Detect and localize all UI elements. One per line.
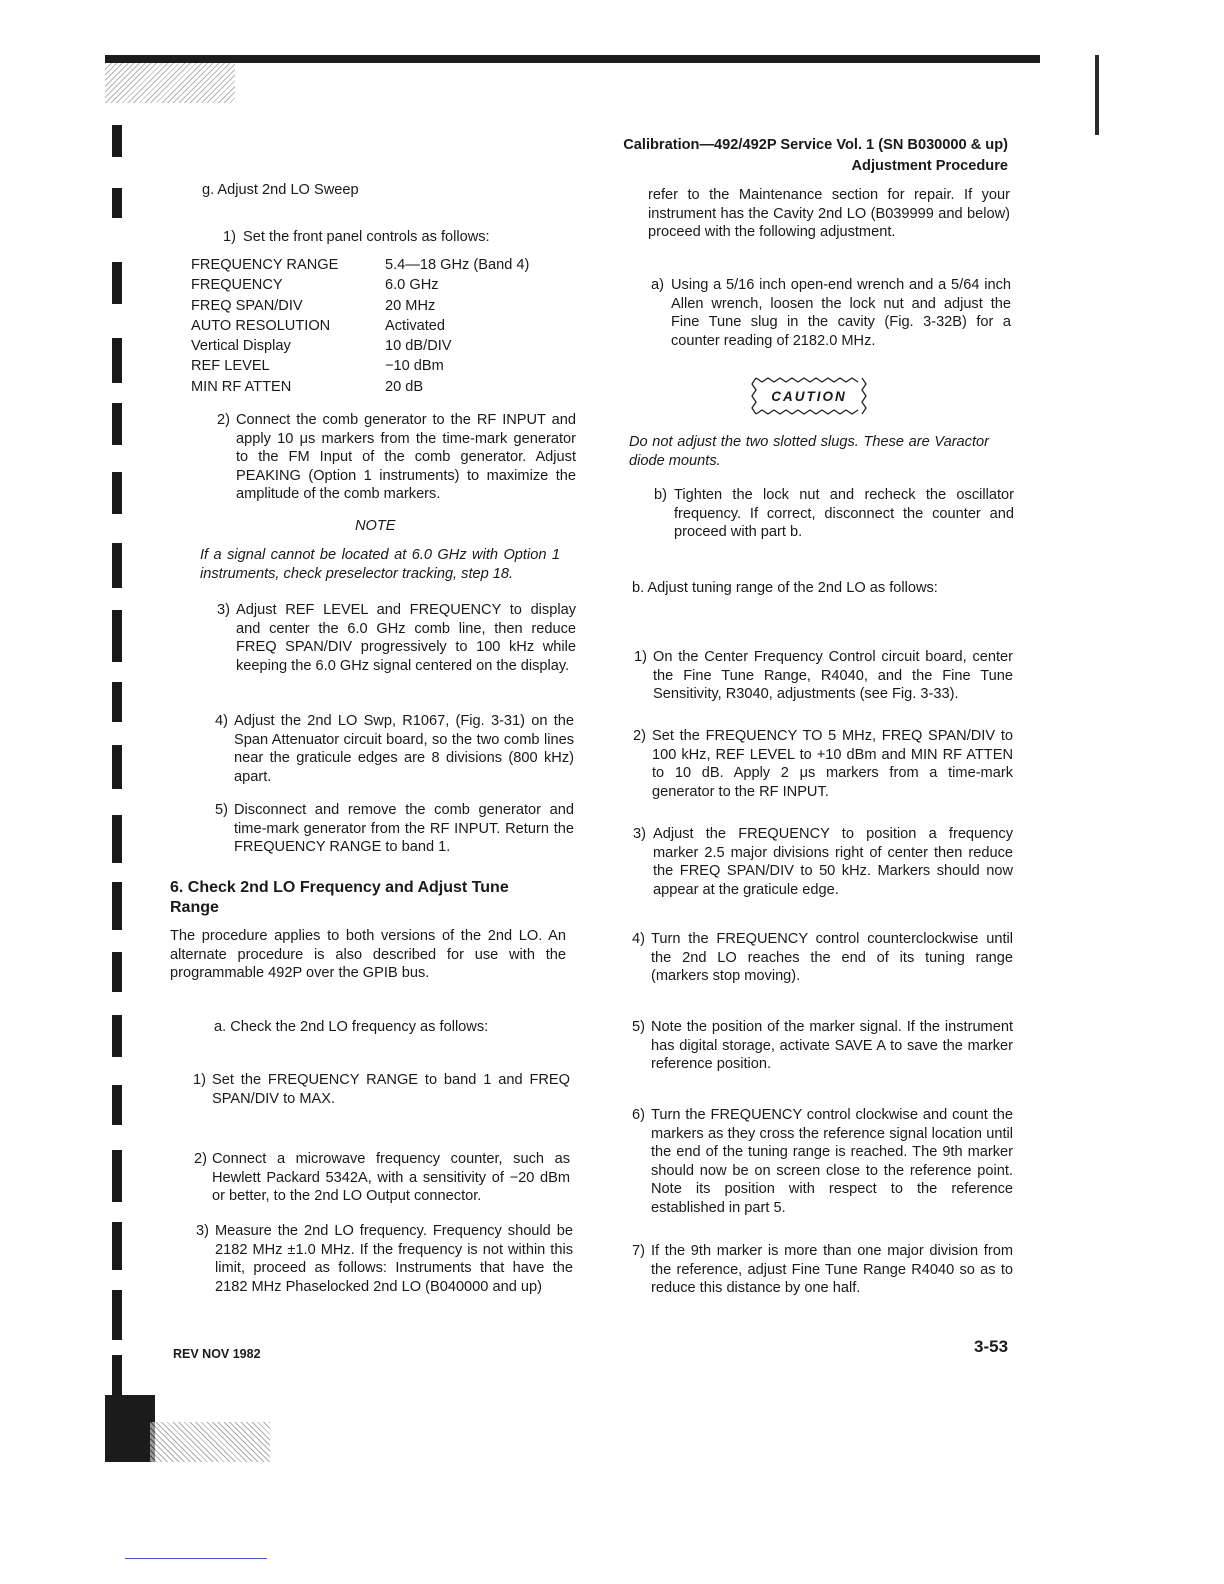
setting-value: 20 MHz	[385, 297, 436, 314]
section-heading: 6. Check 2nd LO Frequency and Adjust Tune Range	[170, 879, 509, 916]
setting-value: 20 dB	[385, 378, 424, 395]
step-b7-text: If the 9th marker is more than one major division from the reference, adjust Fine Tune Range R4040 so as to reduce this distance by one half.	[651, 1243, 1013, 1296]
revision-date: REV NOV 1982	[173, 1347, 261, 1361]
scan-blue-line	[125, 1558, 267, 1559]
binder-mark	[112, 338, 122, 383]
step-ra-text: Using a 5/16 inch open-end wrench and a 5/64 inch Allen wrench, loosen the lock nut and adjust the Fine Tune slug in the cavity (Fig. 3-32B) for a counter reading of 2182.0 MHz.	[671, 277, 1011, 349]
binder-mark	[112, 815, 122, 863]
caution-box	[750, 372, 868, 420]
settings-row	[191, 276, 529, 296]
step-b6-number: 6)	[632, 1107, 645, 1123]
step-g5-number: 5)	[215, 802, 228, 818]
step-g4-number: 4)	[215, 713, 228, 729]
binder-mark	[112, 882, 122, 930]
setting-label: REF LEVEL	[191, 358, 270, 375]
step-g1-number: 1)	[223, 229, 236, 245]
setting-value: 6.0 GHz	[385, 277, 439, 294]
step-a3-number: 3)	[196, 1223, 209, 1239]
step-b2-text: Set the FREQUENCY TO 5 MHz, FREQ SPAN/DIV to 100 kHz, REF LEVEL to +10 dBm and MIN RF ATTEN to 10 dB. Apply 2 μs markers from a time-mark generator to the RF INPUT.	[652, 728, 1013, 800]
step-b4-text: Turn the FREQUENCY control counterclockwise until the 2nd LO reaches the end of its tuning range (markers stop moving).	[651, 931, 1013, 984]
step-rb-number: b)	[654, 487, 667, 503]
binder-mark	[112, 610, 122, 662]
note-text: If a signal cannot be located at 6.0 GHz with Option 1 instruments, check preselector tracking, step 18.	[200, 547, 560, 582]
settings-row	[191, 357, 529, 377]
scan-right-edge	[1095, 55, 1099, 135]
step-g-title: g. Adjust 2nd LO Sweep	[202, 182, 359, 198]
binder-mark	[112, 1085, 122, 1125]
binder-mark	[112, 1222, 122, 1270]
step-g2-text: Connect the comb generator to the RF INPUT and apply 10 μs markers from the time-mark generator to the FM Input of the comb generator. Adjust PEAKING (Option 1 instruments) to maximize the amplitude of the comb markers.	[236, 412, 576, 502]
step-g3-text: Adjust REF LEVEL and FREQUENCY to display and center the 6.0 GHz comb line, then reduce FREQ SPAN/DIV progressively to 100 kHz while keeping the 6.0 GHz signal centered on the display.	[236, 602, 576, 674]
step-b5-number: 5)	[632, 1019, 645, 1035]
setting-label: FREQUENCY	[191, 277, 283, 294]
step-g1-text: Set the front panel controls as follows:	[243, 229, 490, 245]
page-number: 3-53	[974, 1337, 1009, 1356]
step-ra-number: a)	[651, 277, 664, 293]
section-intro: The procedure applies to both versions of the 2nd LO. An alternate procedure is also described for use with the programmable 492P over the GPIB bus.	[170, 928, 566, 981]
binder-mark	[112, 1015, 122, 1057]
scan-noise-top	[105, 63, 235, 103]
binder-mark	[112, 1355, 122, 1395]
setting-value: Activated	[385, 317, 446, 334]
step-b7-number: 7)	[632, 1243, 645, 1259]
step-b3-text: Adjust the FREQUENCY to position a frequency marker 2.5 major divisions right of center then reduce the FREQ SPAN/DIV to 50 kHz. Markers should now appear at the graticule edge.	[653, 826, 1013, 898]
binder-mark	[112, 403, 122, 445]
front-panel-settings-table	[191, 256, 529, 398]
step-b6-text: Turn the FREQUENCY control clockwise and count the markers as they cross the reference signal location until the end of the tuning range is reached. The 9th marker should now be on screen close to the reference point. Note its position with respect to the reference established in part 5.	[651, 1107, 1013, 1216]
scan-top-border	[105, 55, 1040, 63]
settings-row	[191, 378, 529, 398]
caution-text: Do not adjust the two slotted slugs. These are Varactor diode mounts.	[629, 434, 989, 469]
binder-mark	[112, 262, 122, 304]
setting-label: AUTO RESOLUTION	[191, 317, 331, 334]
scan-bottom-block	[105, 1395, 155, 1462]
step-a2-number: 2)	[194, 1151, 207, 1167]
step-g3-number: 3)	[217, 602, 230, 618]
step-b4-number: 4)	[632, 931, 645, 947]
step-b-title: b. Adjust tuning range of the 2nd LO as follows:	[632, 580, 938, 596]
binder-mark	[112, 682, 122, 722]
setting-label: FREQ SPAN/DIV	[191, 297, 303, 314]
step-a-title: a. Check the 2nd LO frequency as follows:	[214, 1019, 489, 1035]
step-a3-text: Measure the 2nd LO frequency. Frequency should be 2182 MHz ±1.0 MHz. If the frequency is not within this limit, proceed as follows: Instruments that have the 2182 MHz Phaselocked 2nd LO (B040000 and up)	[215, 1223, 573, 1295]
settings-row	[191, 256, 529, 276]
step-b1-text: On the Center Frequency Control circuit board, center the Fine Tune Range, R4040, and the Fine Tune Sensitivity, R3040, adjustments (see Fig. 3-33).	[653, 649, 1013, 702]
binder-mark	[112, 543, 122, 588]
binder-mark	[112, 125, 122, 157]
caution-label: CAUTION	[771, 389, 847, 404]
settings-row	[191, 317, 529, 337]
setting-value: 5.4—18 GHz (Band 4)	[385, 257, 530, 273]
setting-value: −10 dBm	[385, 358, 444, 375]
binder-mark	[112, 1290, 122, 1340]
step-a1-number: 1)	[193, 1072, 206, 1088]
step-rb-text: Tighten the lock nut and recheck the oscillator frequency. If correct, disconnect the counter and proceed with part b.	[674, 487, 1014, 540]
step-b5-text: Note the position of the marker signal. If the instrument has digital storage, activate SAVE A to save the marker reference position.	[651, 1019, 1013, 1072]
binder-mark	[112, 745, 122, 789]
scan-noise-bottom	[150, 1422, 270, 1462]
binder-mark	[112, 952, 122, 992]
continued-text: refer to the Maintenance section for repair. If your instrument has the Cavity 2nd LO (B039999 and below) proceed with the following adjustment.	[648, 187, 1010, 240]
step-g2-number: 2)	[217, 412, 230, 428]
setting-value: 10 dB/DIV	[385, 338, 452, 355]
setting-label: MIN RF ATTEN	[191, 378, 292, 395]
header-line-1: Calibration—492/492P Service Vol. 1 (SN B030000 & up)	[623, 137, 1008, 153]
settings-row	[191, 337, 529, 357]
step-b1-number: 1)	[634, 649, 647, 665]
note-title: NOTE	[355, 518, 396, 534]
step-b3-number: 3)	[633, 826, 646, 842]
step-a2-text: Connect a microwave frequency counter, such as Hewlett Packard 5342A, with a sensitivity of −20 dBm or better, to the 2nd LO Output connector.	[212, 1151, 570, 1204]
step-a1-text: Set the FREQUENCY RANGE to band 1 and FREQ SPAN/DIV to MAX.	[212, 1072, 570, 1107]
binder-mark	[112, 1150, 122, 1202]
binder-mark	[112, 188, 122, 218]
running-header	[600, 135, 1008, 177]
header-line-2: Adjustment Procedure	[851, 158, 1008, 174]
step-g5-text: Disconnect and remove the comb generator and time-mark generator from the RF INPUT. Return the FREQUENCY RANGE to band 1.	[234, 802, 574, 855]
setting-label: FREQUENCY RANGE	[191, 257, 339, 273]
setting-label: Vertical Display	[191, 338, 291, 355]
step-b2-number: 2)	[633, 728, 646, 744]
step-g4-text: Adjust the 2nd LO Swp, R1067, (Fig. 3-31) on the Span Attenuator circuit board, so the two comb lines near the graticule edges are 8 divisions (800 kHz) apart.	[234, 713, 574, 785]
settings-row	[191, 297, 529, 317]
binder-mark	[112, 472, 122, 514]
